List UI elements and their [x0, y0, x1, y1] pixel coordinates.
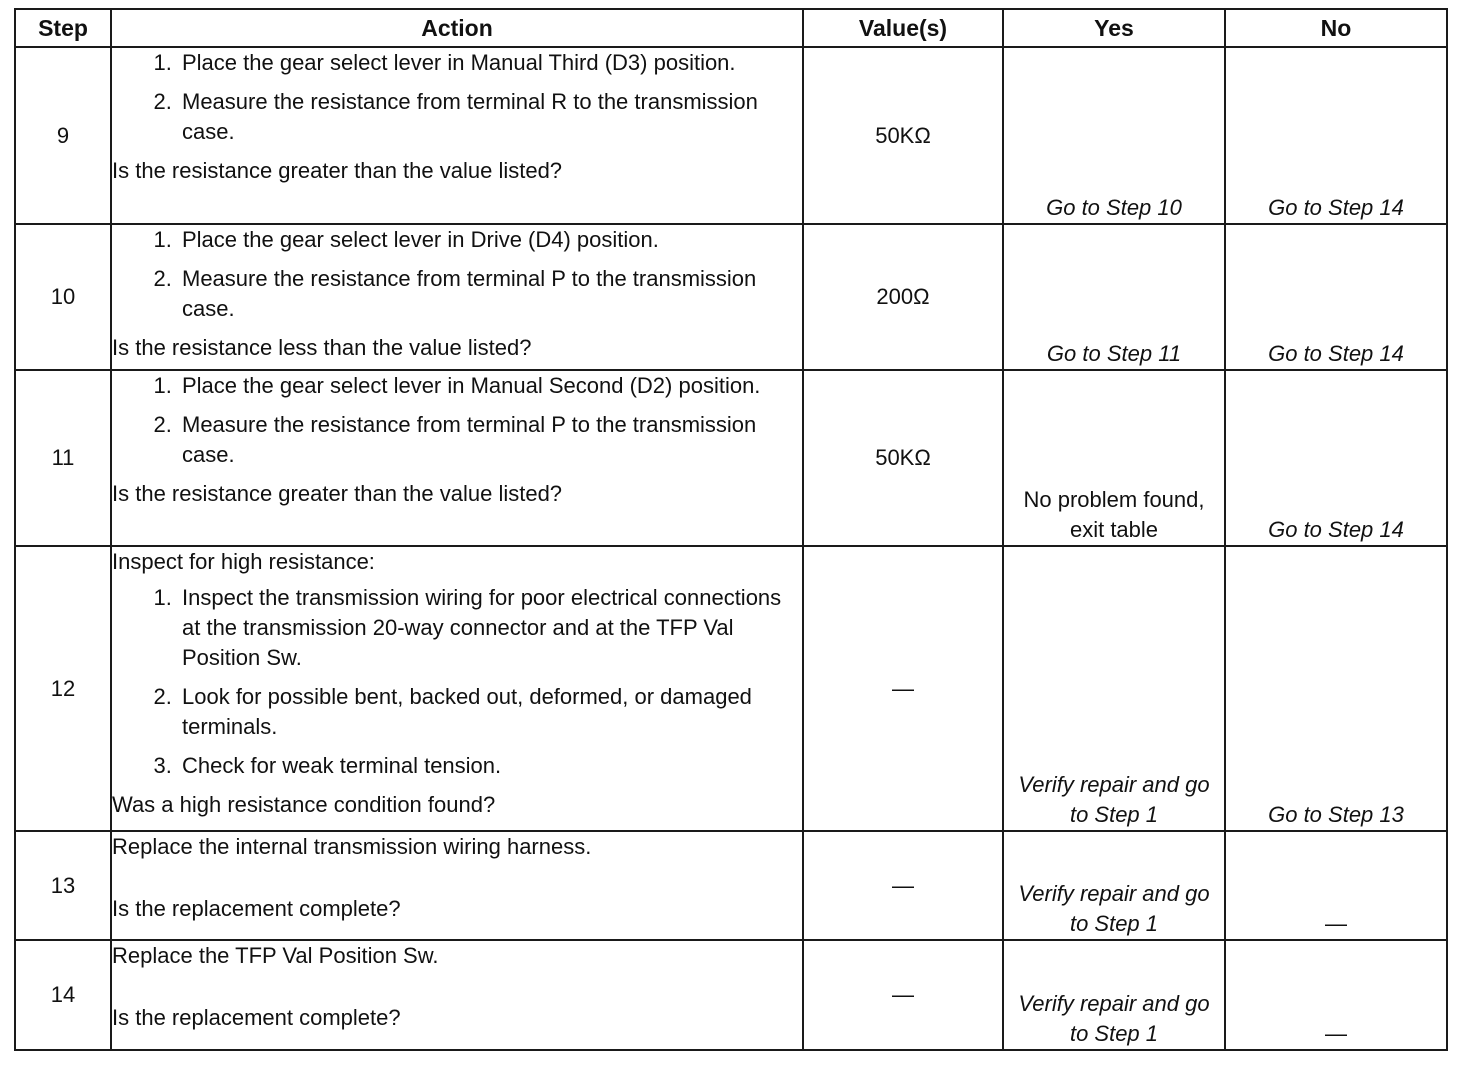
no-cell: Go to Step 14 — [1225, 224, 1447, 370]
action-step-item: 3. Check for weak terminal tension. — [178, 751, 802, 781]
action-question: Is the resistance less than the value listed? — [112, 335, 532, 360]
yes-cell: Verify repair and go to Step 1 — [1003, 831, 1225, 940]
no-cell: Go to Step 13 — [1225, 546, 1447, 831]
action-step-item: 2. Measure the resistance from terminal P to the transmission case. — [178, 264, 802, 324]
step-number: 14 — [15, 940, 111, 1050]
step-number: 10 — [15, 224, 111, 370]
action-question: Was a high resistance condition found? — [112, 792, 496, 817]
action-steps — [112, 583, 802, 781]
table-row — [15, 940, 1447, 1050]
no-cell: — — [1225, 940, 1447, 1050]
action-cell — [111, 224, 803, 370]
table-row — [15, 47, 1447, 224]
header-row — [15, 9, 1447, 47]
yes-cell: Verify repair and go to Step 1 — [1003, 546, 1225, 831]
action-cell — [111, 831, 803, 940]
action-cell — [111, 47, 803, 224]
table-row — [15, 224, 1447, 370]
diagnostic-table — [14, 8, 1448, 1051]
header-action: Action — [111, 9, 803, 47]
action-cell — [111, 546, 803, 831]
yes-cell: Verify repair and go to Step 1 — [1003, 940, 1225, 1050]
action-step-item: 2. Look for possible bent, backed out, deformed, or damaged terminals. — [178, 682, 802, 742]
step-number: 12 — [15, 546, 111, 831]
no-cell: Go to Step 14 — [1225, 370, 1447, 546]
table-row — [15, 546, 1447, 831]
value-cell: 200Ω — [803, 224, 1003, 370]
action-question: Is the resistance greater than the value listed? — [112, 158, 563, 183]
action-step-item: 1. Place the gear select lever in Manual Third (D3) position. — [178, 48, 802, 78]
action-question: Is the resistance greater than the value listed? — [112, 481, 563, 506]
value-cell: — — [803, 831, 1003, 940]
value-cell: — — [803, 940, 1003, 1050]
header-no: No — [1225, 9, 1447, 47]
action-step-item: 2. Measure the resistance from terminal R to the transmission case. — [178, 87, 802, 147]
action-step-item: 1. Place the gear select lever in Drive (D4) position. — [178, 225, 802, 255]
yes-cell: No problem found, exit table — [1003, 370, 1225, 546]
value-cell: — — [803, 546, 1003, 831]
action-question: Is the replacement complete? — [112, 1005, 401, 1030]
no-cell: Go to Step 14 — [1225, 47, 1447, 224]
action-step-item: 2. Measure the resistance from terminal P to the transmission case. — [178, 410, 802, 470]
table-row — [15, 370, 1447, 546]
yes-cell: Go to Step 10 — [1003, 47, 1225, 224]
action-steps — [112, 48, 802, 147]
action-lead: Inspect for high resistance: — [112, 549, 375, 574]
table-row — [15, 831, 1447, 940]
header-step: Step — [15, 9, 111, 47]
action-step-item: 1. Place the gear select lever in Manual Second (D2) position. — [178, 371, 802, 401]
value-cell: 50KΩ — [803, 47, 1003, 224]
step-number: 9 — [15, 47, 111, 224]
value-cell: 50KΩ — [803, 370, 1003, 546]
no-cell: — — [1225, 831, 1447, 940]
header-yes: Yes — [1003, 9, 1225, 47]
action-steps — [112, 371, 802, 470]
action-step-item: 1. Inspect the transmission wiring for poor electrical connections at the transmission 20-way connector and at the TFP Val Position Sw. — [178, 583, 802, 673]
step-number: 11 — [15, 370, 111, 546]
action-question: Is the replacement complete? — [112, 896, 401, 921]
yes-cell: Go to Step 11 — [1003, 224, 1225, 370]
action-cell — [111, 370, 803, 546]
action-lead: Replace the internal transmission wiring harness. — [112, 834, 592, 859]
action-cell — [111, 940, 803, 1050]
action-lead: Replace the TFP Val Position Sw. — [112, 943, 439, 968]
action-steps — [112, 225, 802, 324]
header-values: Value(s) — [803, 9, 1003, 47]
step-number: 13 — [15, 831, 111, 940]
